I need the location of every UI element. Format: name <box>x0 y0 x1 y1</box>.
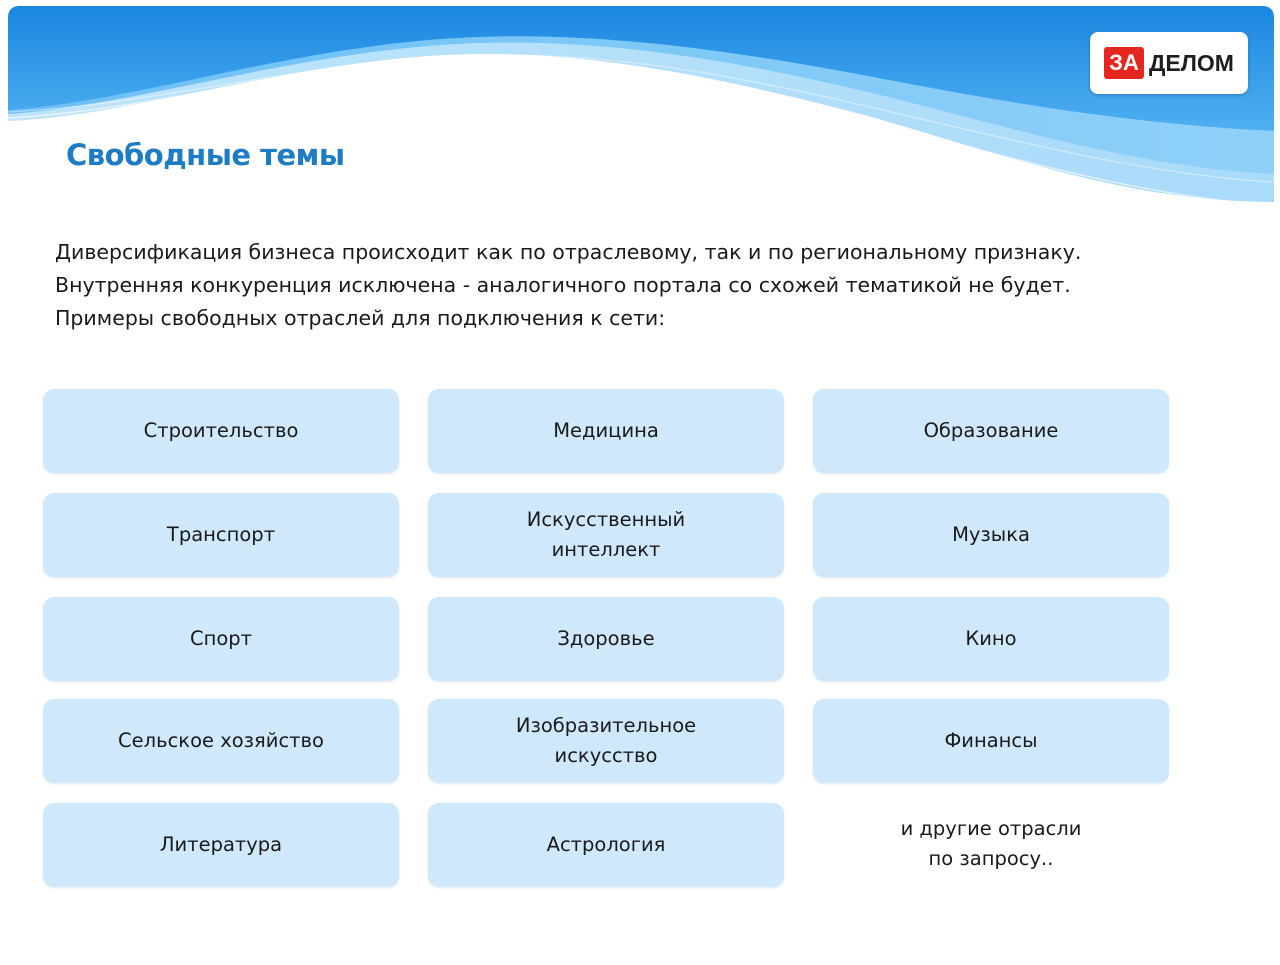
topic-label: Финансы <box>944 729 1038 752</box>
intro-text <box>55 236 1205 335</box>
topic-tile-ai[interactable] <box>428 493 784 577</box>
intro-line: Внутренняя конкуренция исключена - аналогичного портала со схожей тематикой не будет. <box>55 273 1071 297</box>
topic-label: Астрология <box>546 833 666 856</box>
topic-tile-music[interactable] <box>813 493 1169 577</box>
logo[interactable] <box>1090 32 1248 94</box>
topic-label: Медицина <box>553 419 659 442</box>
topic-label: Образование <box>923 419 1059 442</box>
more-industries-note <box>813 814 1169 874</box>
logo-wordmark: ДЕЛОМ <box>1149 49 1234 76</box>
more-note-line: по запросу.. <box>928 847 1054 870</box>
topic-tile-astrology[interactable] <box>428 803 784 887</box>
topic-label: Сельское хозяйство <box>118 729 324 752</box>
topic-label: Музыка <box>952 523 1030 546</box>
intro-line: Примеры свободных отраслей для подключения к сети: <box>55 306 666 330</box>
page-title: Свободные темы <box>66 138 345 172</box>
logo-badge: ЗА <box>1104 47 1144 79</box>
intro-line: Диверсификация бизнеса происходит как по отраслевому, так и по региональному признаку. <box>55 240 1082 264</box>
topic-tile-transport[interactable] <box>43 493 399 577</box>
topic-tile-education[interactable] <box>813 389 1169 473</box>
more-note-line: и другие отрасли <box>900 817 1082 840</box>
header-wave-banner <box>8 6 1274 206</box>
topic-label: интеллект <box>551 538 661 561</box>
topic-tile-literature[interactable] <box>43 803 399 887</box>
topic-label: Литература <box>159 833 283 856</box>
topic-tile-cinema[interactable] <box>813 597 1169 681</box>
topic-label: Кино <box>965 627 1017 650</box>
topic-tile-medicine[interactable] <box>428 389 784 473</box>
topic-label: Искусственный <box>526 508 686 531</box>
topic-tile-sport[interactable] <box>43 597 399 681</box>
topic-label: Строительство <box>143 419 299 442</box>
topic-tile-construction[interactable] <box>43 389 399 473</box>
topic-tile-finance[interactable] <box>813 699 1169 783</box>
topic-label: искусство <box>554 744 658 767</box>
topic-label: Транспорт <box>166 523 276 546</box>
topic-tile-fine-arts[interactable] <box>428 699 784 783</box>
topic-label: Изобразительное <box>515 714 697 737</box>
topic-tile-health[interactable] <box>428 597 784 681</box>
topic-label: Спорт <box>189 627 253 650</box>
topic-tile-agriculture[interactable] <box>43 699 399 783</box>
topic-label: Здоровье <box>557 627 655 650</box>
